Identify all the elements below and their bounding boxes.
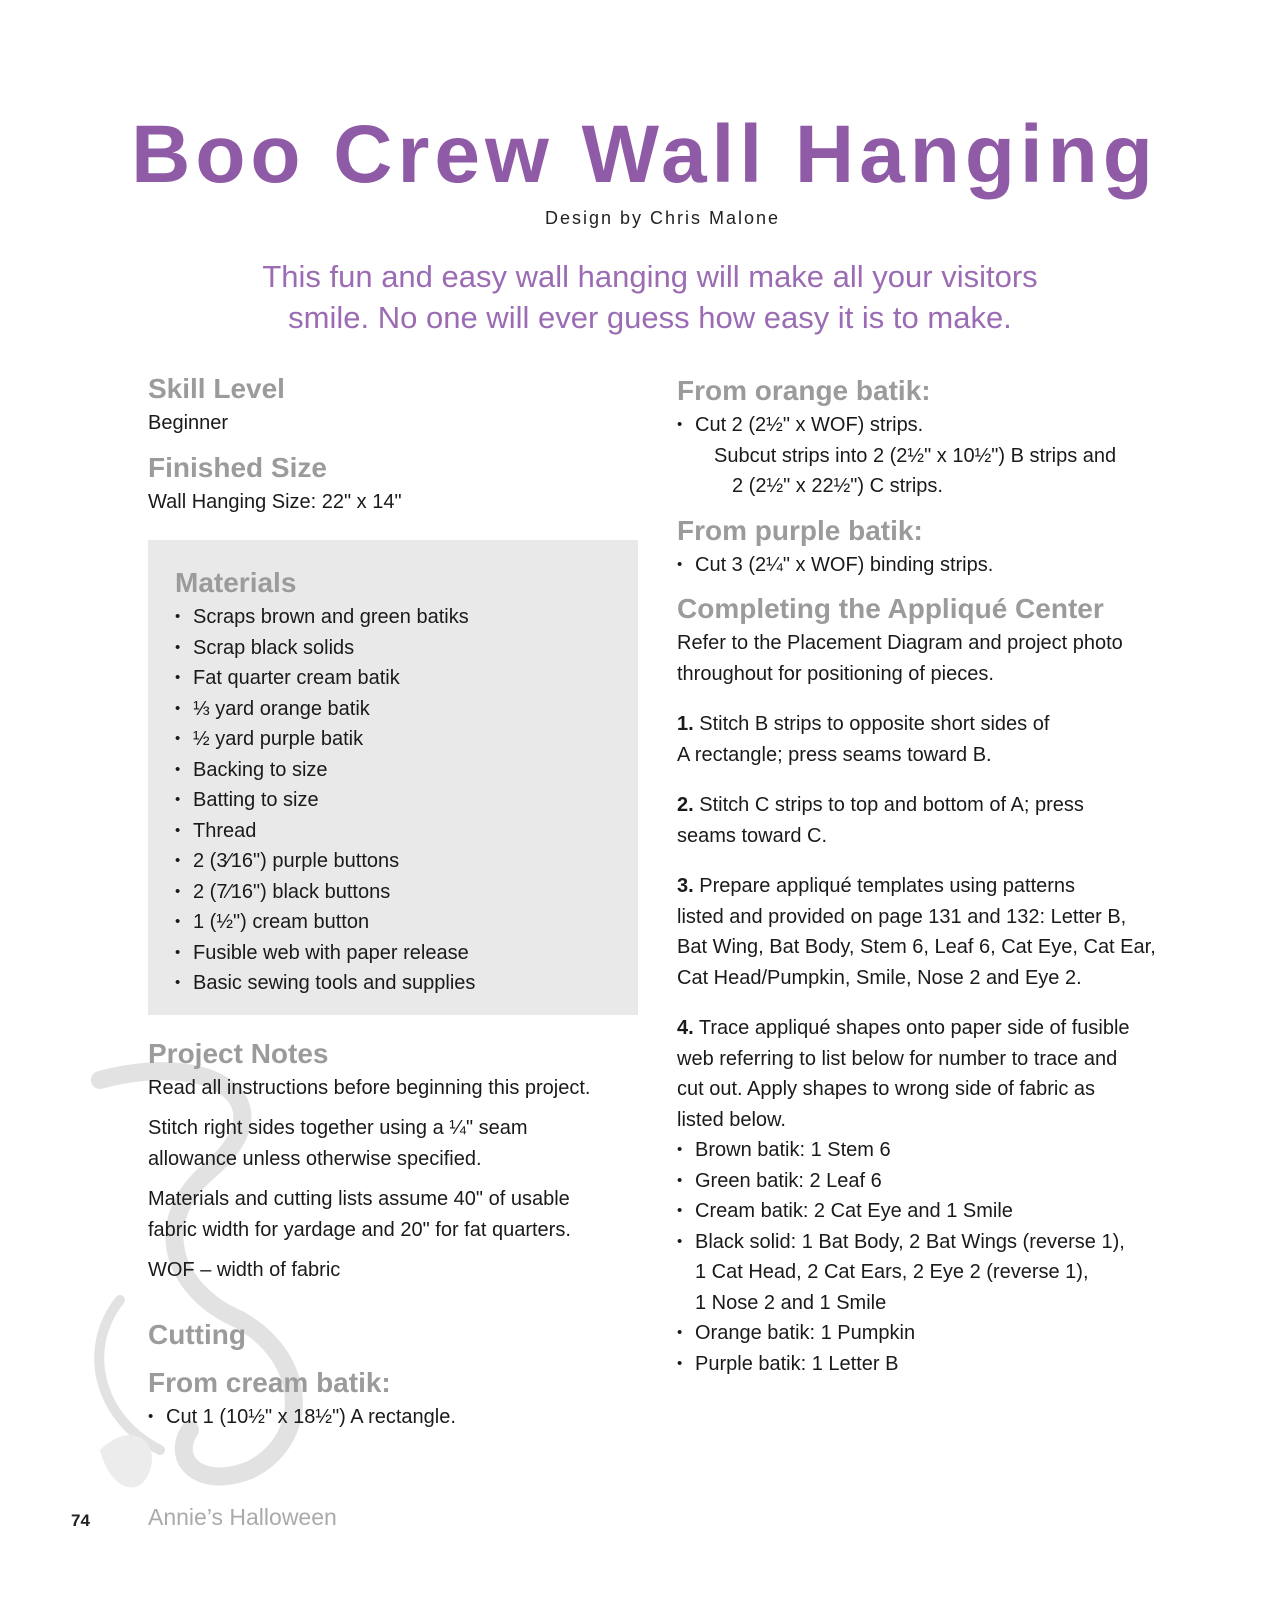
subcut-line: 2 (2½" x 22½") C strips. (732, 475, 943, 497)
intro-line: smile. No one will ever guess how easy it is to make. (288, 300, 1012, 335)
step-text: cut out. Apply shapes to wrong side of fabric as (677, 1078, 1096, 1100)
cutting-heading: Cutting (148, 1318, 246, 1350)
skill-level-heading: Skill Level (148, 373, 285, 404)
step-1 (677, 709, 1167, 740)
list-item: • Cream batik: 2 Cat Eye and 1 Smile (677, 1196, 1167, 1227)
list-item: • Batting to size (175, 785, 618, 816)
step-text: Cat Head/Pumpkin, Smile, Nose 2 and Eye 2. (677, 966, 1082, 989)
list-item: • 2 (7⁄16") black buttons (175, 877, 618, 908)
fabric-list (677, 1135, 1167, 1257)
cream-cut-list (148, 1402, 638, 1433)
orange-cut-list (677, 410, 1167, 441)
list-item: • Green batik: 2 Leaf 6 (677, 1166, 1167, 1197)
fabric-list (677, 1318, 1167, 1379)
step-text: Bat Wing, Bat Body, Stem 6, Leaf 6, Cat Eye, Cat Ear, (677, 936, 1156, 958)
notes-paragraph: Materials and cutting lists assume 40" of usable (148, 1188, 570, 1210)
materials-list (175, 602, 618, 999)
step-number: 4. (677, 1017, 694, 1039)
completing-heading: Completing the Appliqué Center (677, 593, 1104, 624)
list-item: • 2 (3⁄16") purple buttons (175, 846, 618, 877)
step-3 (677, 871, 1167, 902)
step-text: Prepare appliqué templates using patterns (699, 875, 1076, 897)
list-item: • Thread (175, 816, 618, 847)
list-item: • Orange batik: 1 Pumpkin (677, 1318, 1167, 1349)
list-item: • 1 (½") cream button (175, 907, 618, 938)
list-item: • Cut 3 (2¼" x WOF) binding strips. (677, 550, 1167, 581)
step-text: Stitch B strips to opposite short sides of (699, 713, 1050, 735)
intro-text (200, 256, 1100, 338)
step-text: Stitch C strips to top and bottom of A; press (699, 794, 1084, 816)
list-item: • ½ yard purple batik (175, 724, 618, 755)
step-text: A rectangle; press seams toward B. (677, 743, 992, 766)
step-2 (677, 790, 1167, 821)
materials-box (148, 540, 638, 1015)
notes-paragraph: Read all instructions before beginning this project. (148, 1076, 591, 1099)
completing-intro: Refer to the Placement Diagram and project photo (677, 632, 1123, 654)
step-text: listed below. (677, 1108, 786, 1131)
notes-paragraph: allowance unless otherwise specified. (148, 1147, 482, 1170)
step-number: 3. (677, 875, 694, 897)
finished-size-heading: Finished Size (148, 451, 327, 483)
completing-intro: throughout for positioning of pieces. (677, 662, 994, 685)
list-item-continued: 1 Nose 2 and 1 Smile (695, 1291, 887, 1314)
intro-line: This fun and easy wall hanging will make all your visitors (262, 259, 1038, 294)
list-item: • Cut 2 (2½" x WOF) strips. (677, 410, 1167, 441)
skill-level-value: Beginner (148, 412, 229, 434)
list-item: • Basic sewing tools and supplies (175, 968, 618, 999)
step-text: web referring to list below for number to trace and (677, 1047, 1118, 1070)
left-column (148, 370, 638, 1432)
book-title: Annie’s Halloween (148, 1504, 337, 1530)
step-number: 1. (677, 713, 694, 735)
step-text: listed and provided on page 131 and 132: Letter B, (677, 905, 1127, 928)
notes-paragraph: fabric width for yardage and 20" for fat quarters. (148, 1218, 571, 1241)
purple-cut-list (677, 550, 1167, 581)
designer-byline: Design by Chris Malone (544, 208, 781, 228)
list-item: • Brown batik: 1 Stem 6 (677, 1135, 1167, 1166)
finished-size-value: Wall Hanging Size: 22" x 14" (148, 490, 402, 513)
list-item-continued: 1 Cat Head, 2 Cat Ears, 2 Eye 2 (reverse 1), (695, 1261, 1089, 1283)
materials-heading: Materials (175, 567, 297, 598)
list-item: • ⅓ yard orange batik (175, 694, 618, 725)
step-text: Trace appliqué shapes onto paper side of fusible (698, 1017, 1130, 1039)
orange-batik-heading: From orange batik: (677, 375, 931, 406)
step-4 (677, 1013, 1167, 1044)
list-item: • Purple batik: 1 Letter B (677, 1349, 1167, 1380)
cream-batik-heading: From cream batik: (148, 1366, 391, 1398)
list-item: • Backing to size (175, 755, 618, 786)
list-item: • Fusible web with paper release (175, 938, 618, 969)
purple-batik-heading: From purple batik: (677, 514, 923, 546)
page-title: Boo Crew Wall Hanging (131, 109, 1158, 200)
list-item: • Fat quarter cream batik (175, 663, 618, 694)
step-text: seams toward C. (677, 824, 828, 847)
subcut-line: Subcut strips into 2 (2½" x 10½") B strips and (714, 444, 1117, 467)
notes-paragraph: Stitch right sides together using a ¼" seam (148, 1117, 528, 1139)
list-item: • Black solid: 1 Bat Body, 2 Bat Wings (reverse 1), (677, 1227, 1167, 1258)
list-item: • Cut 1 (10½" x 18½") A rectangle. (148, 1402, 638, 1433)
page-number: 74 (71, 1511, 90, 1530)
project-notes-heading: Project Notes (148, 1037, 329, 1069)
step-number: 2. (677, 794, 694, 816)
list-item: • Scrap black solids (175, 633, 618, 664)
right-column (677, 372, 1167, 1379)
notes-paragraph: WOF – width of fabric (148, 1259, 341, 1281)
list-item: • Scraps brown and green batiks (175, 602, 618, 633)
